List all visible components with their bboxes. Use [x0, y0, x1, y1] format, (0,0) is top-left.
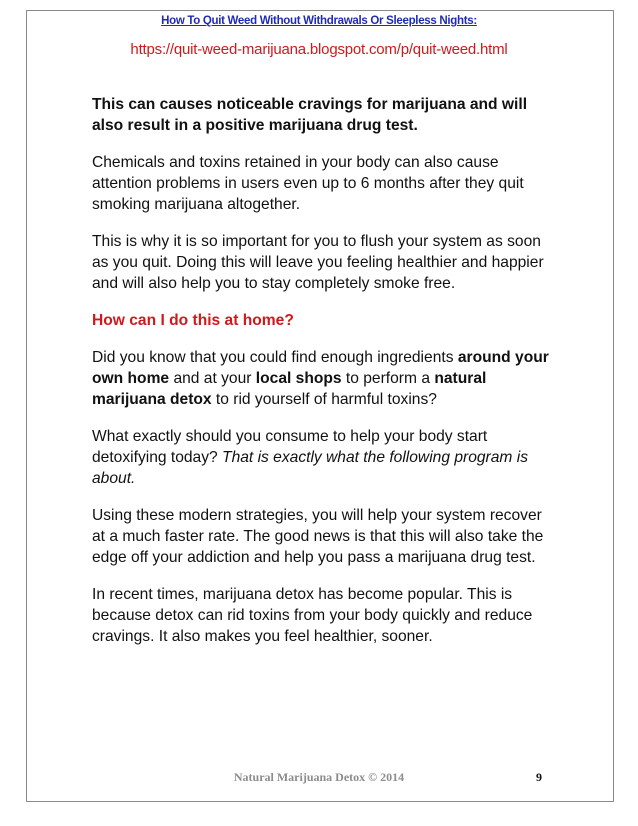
page-number: 9 — [536, 770, 542, 784]
bold-natural-detox: natural marijuana detox — [92, 370, 487, 408]
paragraph-recent-times: In recent times, marijuana detox has become popular. This is because detox can rid toxins from your body quickly and reduce cravings. It also makes you feel healthier, sooner. — [92, 586, 533, 645]
text-span: and at your — [169, 370, 256, 387]
paragraph-ingredients — [92, 347, 550, 410]
text-span: Did you know that you could find enough ingredients — [92, 349, 458, 366]
paragraph-strategies: Using these modern strategies, you will help your system recover at a much faster rate. The good news is that this will also take the edge off your addiction and help you pass a marijuana drug test. — [92, 507, 544, 566]
document-body — [92, 94, 550, 663]
bold-around-home: around your own home — [92, 349, 549, 387]
italic-program-about: That is exactly what the following program is about. — [92, 449, 528, 487]
footer-copyright: Natural Marijuana Detox © 2014 — [233, 770, 405, 784]
header-title: How To Quit Weed Without Withdrawals Or Sleepless Nights: — [161, 15, 477, 27]
header-url-link[interactable]: https://quit-weed-marijuana.blogspot.com/p/quit-weed.html — [130, 41, 508, 58]
text-span: to rid yourself of harmful toxins? — [211, 391, 437, 408]
text-span: to perform a — [341, 370, 435, 387]
section-heading: How can I do this at home? — [92, 312, 294, 329]
text-span: What exactly should you consume to help your body start detoxifying today? — [92, 428, 488, 466]
paragraph-consume — [92, 426, 550, 489]
paragraph-flush-system: This is why it is so important for you to flush your system as soon as you quit. Doing this will leave you feeling healthier and happier and will also help you to stay completely smoke free. — [92, 233, 544, 292]
lead-paragraph: This can causes noticeable cravings for marijuana and will also result in a positive marijuana drug test. — [92, 96, 528, 134]
bold-local-shops: local shops — [255, 370, 342, 387]
paragraph-toxins: Chemicals and toxins retained in your body can also cause attention problems in users even up to 6 months after they quit smoking marijuana altogether. — [92, 154, 524, 213]
